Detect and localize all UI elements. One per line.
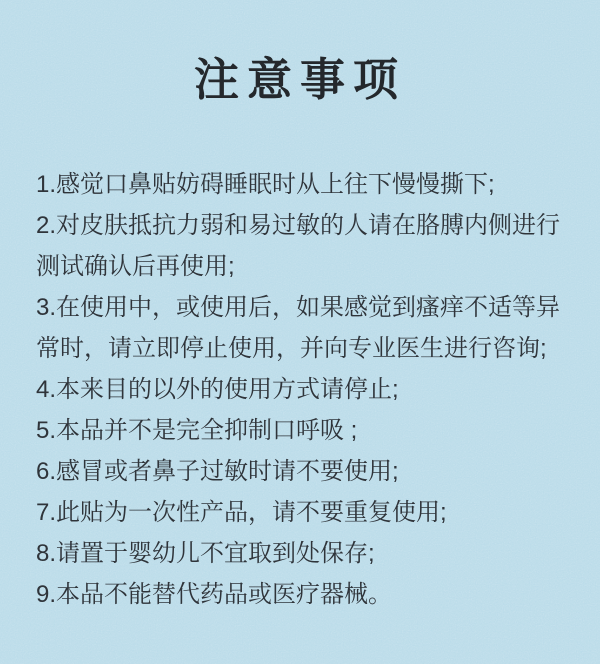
- notice-item: 2.对皮肤抵抗力弱和易过敏的人请在胳膊内侧进行测试确认后再使用;: [36, 212, 561, 280]
- notice-item: 9.本品不能替代药品或医疗器械。: [36, 581, 393, 608]
- notice-item: 4.本来目的以外的使用方式请停止;: [36, 376, 399, 403]
- notice-item: 6.感冒或者鼻子过敏时请不要使用;: [36, 458, 399, 485]
- page-title: 注意事项: [193, 54, 406, 105]
- notice-item: 7.此贴为一次性产品，请不要重复使用;: [36, 499, 447, 526]
- notice-item: 3.在使用中，或使用后，如果感觉到瘙痒不适等异常时，请立即停止使用，并向专业医生进行咨询;: [36, 294, 561, 362]
- notice-item: 1.感觉口鼻贴妨碍睡眠时从上往下慢慢撕下;: [36, 171, 495, 198]
- notice-item: 8.请置于婴幼儿不宜取到处保存;: [36, 540, 375, 567]
- notice-list: [0, 164, 600, 615]
- notice-item: 5.本品并不是完全抑制口呼吸 ;: [36, 417, 358, 444]
